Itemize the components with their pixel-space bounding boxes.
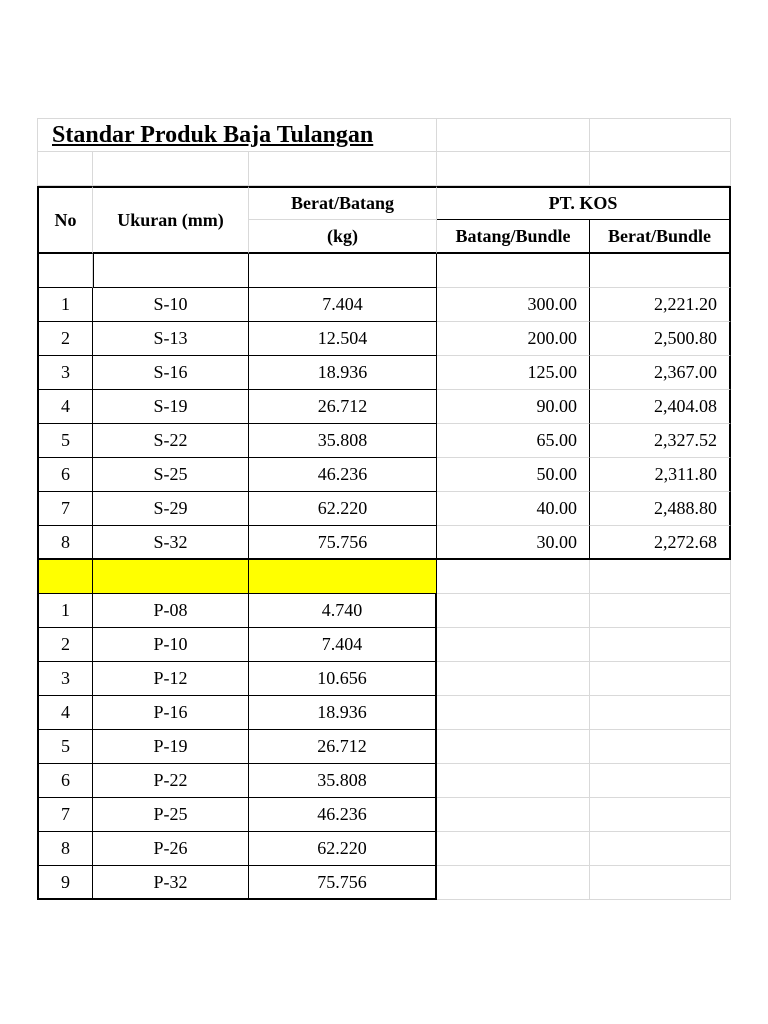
weight-cell[interactable]: 46.236 [249, 798, 437, 832]
s-rows [37, 288, 731, 560]
bars-per-bundle-cell[interactable]: 30.00 [437, 526, 590, 560]
bars-per-bundle-cell[interactable]: 65.00 [437, 424, 590, 458]
empty-cell[interactable] [590, 764, 731, 798]
highlight-row [37, 560, 731, 594]
bars-per-bundle-cell[interactable]: 50.00 [437, 458, 590, 492]
header-supplier-subrow [437, 220, 731, 254]
empty-cell[interactable] [590, 628, 731, 662]
weight-cell[interactable]: 18.936 [249, 356, 437, 390]
bundle-weight-cell[interactable]: 2,367.00 [590, 356, 731, 390]
header-supplier-group [437, 186, 731, 254]
size-cell[interactable]: P-25 [93, 798, 249, 832]
table-row [37, 594, 731, 628]
empty-cell[interactable] [249, 152, 437, 186]
header-ukuran[interactable]: Ukuran (mm) [93, 186, 249, 254]
empty-cell[interactable] [590, 832, 731, 866]
size-cell[interactable]: S-13 [93, 322, 249, 356]
empty-cell[interactable] [437, 152, 590, 186]
empty-cell[interactable] [37, 152, 93, 186]
weight-cell[interactable]: 46.236 [249, 458, 437, 492]
bars-per-bundle-cell[interactable]: 200.00 [437, 322, 590, 356]
table-row [37, 458, 731, 492]
size-cell[interactable]: P-08 [93, 594, 249, 628]
header-block [37, 186, 731, 254]
empty-cell[interactable] [590, 662, 731, 696]
size-cell[interactable]: P-26 [93, 832, 249, 866]
empty-cell[interactable] [249, 254, 437, 288]
header-batang-bundle[interactable]: Batang/Bundle [437, 220, 590, 254]
size-cell[interactable]: S-10 [93, 288, 249, 322]
size-cell[interactable]: P-12 [93, 662, 249, 696]
bundle-weight-cell[interactable]: 2,221.20 [590, 288, 731, 322]
weight-cell[interactable]: 18.936 [249, 696, 437, 730]
table-row [37, 492, 731, 526]
highlight-cell[interactable] [93, 560, 249, 594]
empty-cell[interactable] [437, 118, 590, 152]
empty-cell[interactable] [37, 254, 93, 288]
table-row [37, 322, 731, 356]
bars-per-bundle-cell[interactable]: 40.00 [437, 492, 590, 526]
empty-cell[interactable] [93, 152, 249, 186]
empty-cell[interactable] [437, 662, 590, 696]
weight-cell[interactable]: 26.712 [249, 390, 437, 424]
table-row [37, 526, 731, 560]
weight-cell[interactable]: 7.404 [249, 288, 437, 322]
row-number[interactable]: 8 [37, 526, 93, 560]
bundle-weight-cell[interactable]: 2,272.68 [590, 526, 731, 560]
row-number[interactable]: 5 [37, 424, 93, 458]
empty-cell[interactable] [437, 696, 590, 730]
table-row [37, 764, 731, 798]
blank-row [37, 254, 731, 288]
table-row [37, 730, 731, 764]
header-berat-line1[interactable]: Berat/Batang [249, 186, 437, 220]
table-row [37, 628, 731, 662]
highlight-cell[interactable] [37, 560, 93, 594]
bars-per-bundle-cell[interactable]: 125.00 [437, 356, 590, 390]
row-number[interactable]: 2 [37, 322, 93, 356]
empty-cell[interactable] [590, 696, 731, 730]
sheet-title[interactable]: Standar Produk Baja Tulangan [37, 118, 437, 152]
empty-cell[interactable] [590, 118, 731, 152]
p-rows [37, 594, 731, 900]
highlight-cell[interactable] [249, 560, 437, 594]
empty-cell[interactable] [437, 628, 590, 662]
empty-cell[interactable] [590, 866, 731, 900]
weight-cell[interactable]: 12.504 [249, 322, 437, 356]
header-supplier[interactable]: PT. KOS [437, 186, 731, 220]
bundle-weight-cell[interactable]: 2,488.80 [590, 492, 731, 526]
size-cell[interactable]: P-19 [93, 730, 249, 764]
empty-cell[interactable] [590, 798, 731, 832]
empty-cell[interactable] [437, 832, 590, 866]
bundle-weight-cell[interactable]: 2,311.80 [590, 458, 731, 492]
bundle-weight-cell[interactable]: 2,327.52 [590, 424, 731, 458]
row-number[interactable]: 9 [37, 866, 93, 900]
row-number[interactable]: 6 [37, 764, 93, 798]
row-number[interactable]: 3 [37, 662, 93, 696]
empty-cell[interactable] [590, 152, 731, 186]
empty-cell[interactable] [437, 798, 590, 832]
table-row [37, 696, 731, 730]
row-number[interactable]: 8 [37, 832, 93, 866]
size-cell[interactable]: S-19 [93, 390, 249, 424]
table-row [37, 798, 731, 832]
table-row [37, 866, 731, 900]
row-number[interactable]: 7 [37, 492, 93, 526]
table-row [37, 424, 731, 458]
size-cell[interactable]: P-16 [93, 696, 249, 730]
weight-cell[interactable]: 75.756 [249, 526, 437, 560]
blank-row [37, 152, 731, 186]
bundle-weight-cell[interactable]: 2,500.80 [590, 322, 731, 356]
empty-cell[interactable] [590, 594, 731, 628]
weight-cell[interactable]: 4.740 [249, 594, 437, 628]
weight-cell[interactable]: 62.220 [249, 492, 437, 526]
header-berat-line2[interactable]: (kg) [249, 220, 437, 254]
table-row [37, 390, 731, 424]
empty-cell[interactable] [590, 560, 731, 594]
empty-cell[interactable] [437, 560, 590, 594]
empty-cell[interactable] [437, 764, 590, 798]
empty-cell[interactable] [437, 866, 590, 900]
empty-cell[interactable] [437, 254, 590, 288]
table-row [37, 288, 731, 322]
row-number[interactable]: 1 [37, 594, 93, 628]
bars-per-bundle-cell[interactable]: 90.00 [437, 390, 590, 424]
row-number[interactable]: 2 [37, 628, 93, 662]
size-cell[interactable]: S-22 [93, 424, 249, 458]
row-number[interactable]: 5 [37, 730, 93, 764]
table-row [37, 356, 731, 390]
bundle-weight-cell[interactable]: 2,404.08 [590, 390, 731, 424]
weight-cell[interactable]: 7.404 [249, 628, 437, 662]
weight-cell[interactable]: 35.808 [249, 424, 437, 458]
table-row [37, 832, 731, 866]
row-number[interactable]: 1 [37, 288, 93, 322]
weight-cell[interactable]: 75.756 [249, 866, 437, 900]
size-cell[interactable]: S-32 [93, 526, 249, 560]
row-number[interactable]: 4 [37, 696, 93, 730]
weight-cell[interactable]: 26.712 [249, 730, 437, 764]
size-cell[interactable]: P-32 [93, 866, 249, 900]
row-number[interactable]: 6 [37, 458, 93, 492]
empty-cell[interactable] [590, 254, 731, 288]
header-berat-bundle[interactable]: Berat/Bundle [590, 220, 731, 254]
row-number[interactable]: 3 [37, 356, 93, 390]
weight-cell[interactable]: 10.656 [249, 662, 437, 696]
spreadsheet [37, 118, 731, 900]
weight-cell[interactable]: 35.808 [249, 764, 437, 798]
empty-cell[interactable] [437, 594, 590, 628]
size-cell[interactable]: P-10 [93, 628, 249, 662]
weight-cell[interactable]: 62.220 [249, 832, 437, 866]
size-cell[interactable]: S-16 [93, 356, 249, 390]
size-cell[interactable]: S-29 [93, 492, 249, 526]
table-row [37, 662, 731, 696]
bars-per-bundle-cell[interactable]: 300.00 [437, 288, 590, 322]
row-number[interactable]: 4 [37, 390, 93, 424]
empty-cell[interactable] [590, 730, 731, 764]
empty-cell[interactable] [437, 730, 590, 764]
header-no[interactable]: No [37, 186, 93, 254]
size-cell[interactable]: S-25 [93, 458, 249, 492]
size-cell[interactable]: P-22 [93, 764, 249, 798]
header-berat-group [249, 186, 437, 254]
row-number[interactable]: 7 [37, 798, 93, 832]
title-row [37, 118, 731, 152]
empty-cell[interactable] [93, 254, 249, 288]
